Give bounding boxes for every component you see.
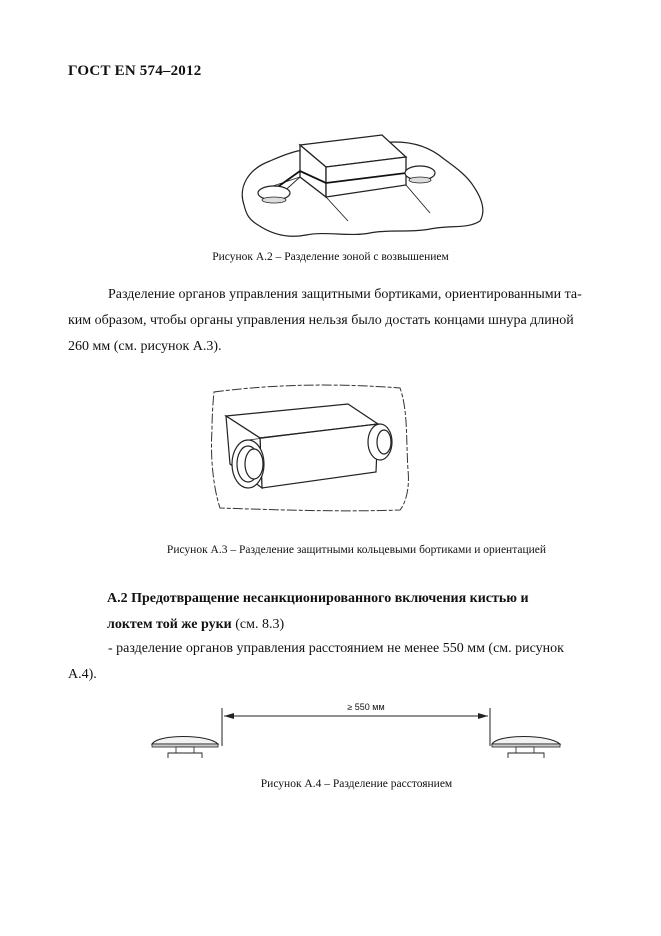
paragraph-1: [68, 282, 603, 360]
figure-a2-drawing: [230, 125, 490, 245]
section-a2-heading-line-2: [107, 612, 529, 638]
paragraph-1-line-1: Разделение органов управления защитными бортиками, ориентированными та-: [108, 287, 582, 302]
section-a2-heading-line-1: [107, 586, 529, 612]
section-a2-heading-bold-2: локтем той же руки: [107, 617, 232, 632]
paragraph-2-line-1: - разделение органов управления расстоянием не менее 550 мм (см. рисунок: [108, 641, 564, 656]
section-a2-heading-ref: (см. 8.3): [231, 617, 285, 632]
paragraph-1-line-2: ким образом, чтобы органы управления нельзя было достать концами шнура длиной: [68, 313, 574, 328]
right-control-icon: [492, 737, 560, 759]
paragraph-1-line-3: 260 мм (см. рисунок А.3).: [68, 339, 222, 354]
document-header: ГОСТ EN 574–2012: [68, 63, 202, 79]
paragraph-2-line-2: А.4).: [68, 667, 97, 682]
dimension-label: ≥ 550 мм: [347, 702, 385, 712]
figure-a2-caption: Рисунок А.2 – Разделение зоной с возвышением: [212, 251, 449, 263]
figure-a4-drawing: [148, 700, 568, 770]
figure-a3-drawing: [200, 380, 415, 515]
section-a2-heading: [107, 586, 529, 638]
left-control-icon: [152, 737, 218, 759]
paragraph-2: [68, 636, 603, 688]
section-a2-heading-bold-1: А.2 Предотвращение несанкционированного включения кистью и: [107, 591, 529, 606]
figure-a4-caption: Рисунок А.4 – Разделение расстоянием: [260, 778, 453, 790]
figure-a3-caption: Рисунок А.3 – Разделение защитными кольцевыми бортиками и ориентацией: [166, 544, 547, 556]
